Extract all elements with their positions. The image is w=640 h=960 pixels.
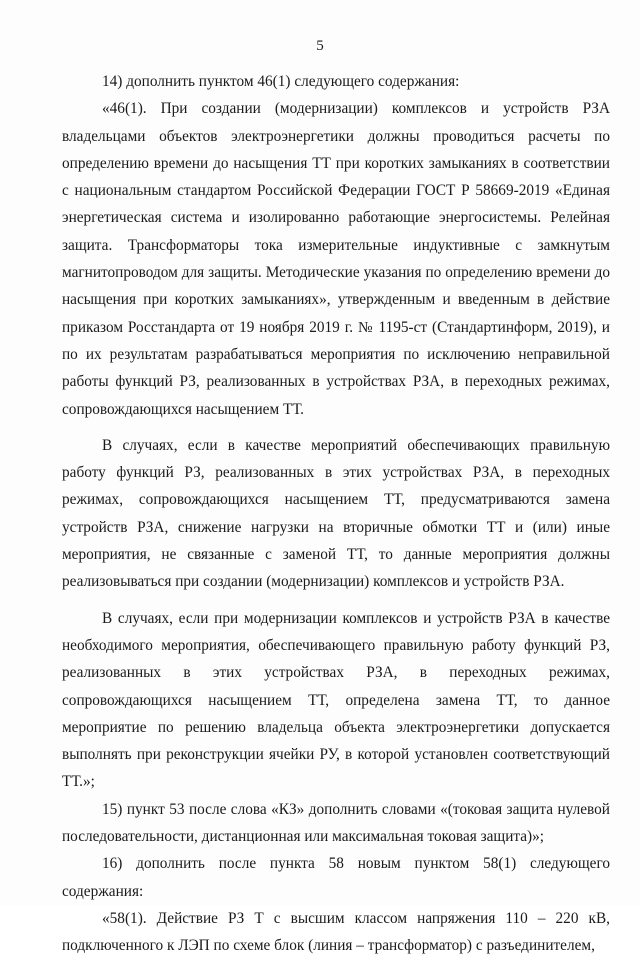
paragraph-measures-ct-replacement: В случаях, если при модернизации комплексов и устройств РЗА в качестве необходимого мероприятия, обеспечивающего правильную работу функций РЗ, реализованных в этих устройствах РЗА, в переходных режимах, сопровождающихся насыщением ТТ, определена замена ТТ, то данное мероприятие по решению владельца объекта электроэнергетики допускается выполнять при реконструкции ячейки РУ, в которой установлен соответствующий ТТ.»;: [62, 609, 610, 791]
document-body: [62, 68, 610, 960]
paragraph-item-16: 16) дополнить после пункта 58 новым пунктом 58(1) следующего содержания:: [62, 855, 610, 900]
paragraph-item-14: 14) дополнить пунктом 46(1) следующего содержания:: [102, 73, 460, 90]
paragraph-item-15: 15) пункт 53 после слова «КЗ» дополнить словами «(токовая защита нулевой последовательности, дистанционная или максимальная токовая защита)»;: [62, 800, 610, 846]
paragraph-measures-no-ct-replacement: В случаях, если в качестве мероприятий обеспечивающих правильную работу функций РЗ, реализованных в этих устройствах РЗА, в переходных режимах, сопровождающихся насыщением ТТ, предусматриваются замена устройств РЗА, снижение нагрузки на вторичные обмотки ТТ и (или) иные мероприятия, не связанные с заменой ТТ, то данные мероприятия должны реализовываться при создании (модернизации) комплексов и устройств РЗА.: [62, 436, 610, 591]
paragraph-clause-58-1: «58(1). Действие РЗ Т с высшим классом напряжения 110 – 220 кВ, подключенного к ЛЭП по схеме блок (линия – трансформатор) с разъединителем,: [62, 909, 610, 955]
paragraph-clause-46-1: «46(1). При создании (модернизации) комплексов и устройств РЗА владельцами объектов электроэнергетики должны проводиться расчеты по определению времени до насыщения ТТ при коротких замыканиях в соответствии с национальным стандартом Российской Федерации ГОСТ Р 58669-2019 «Единая энергетическая система и изолированно работающие энергосистемы. Релейная защита. Трансформаторы тока измерительные индуктивные с замкнутым магнитопроводом для защиты. Методические указания по определению времени до насыщения при коротких замыканиях», утвержденным и введенным в действие приказом Росстандарта от 19 ноября 2019 г. № 1195-ст (Стандартинформ, 2019), и по их результатам разрабатываться мероприятия по исключению неправильной работы функций РЗ, реализованных в устройствах РЗА, в переходных режимах, сопровождающихся насыщением ТТ.: [62, 100, 610, 418]
page-number: 5: [316, 38, 324, 54]
